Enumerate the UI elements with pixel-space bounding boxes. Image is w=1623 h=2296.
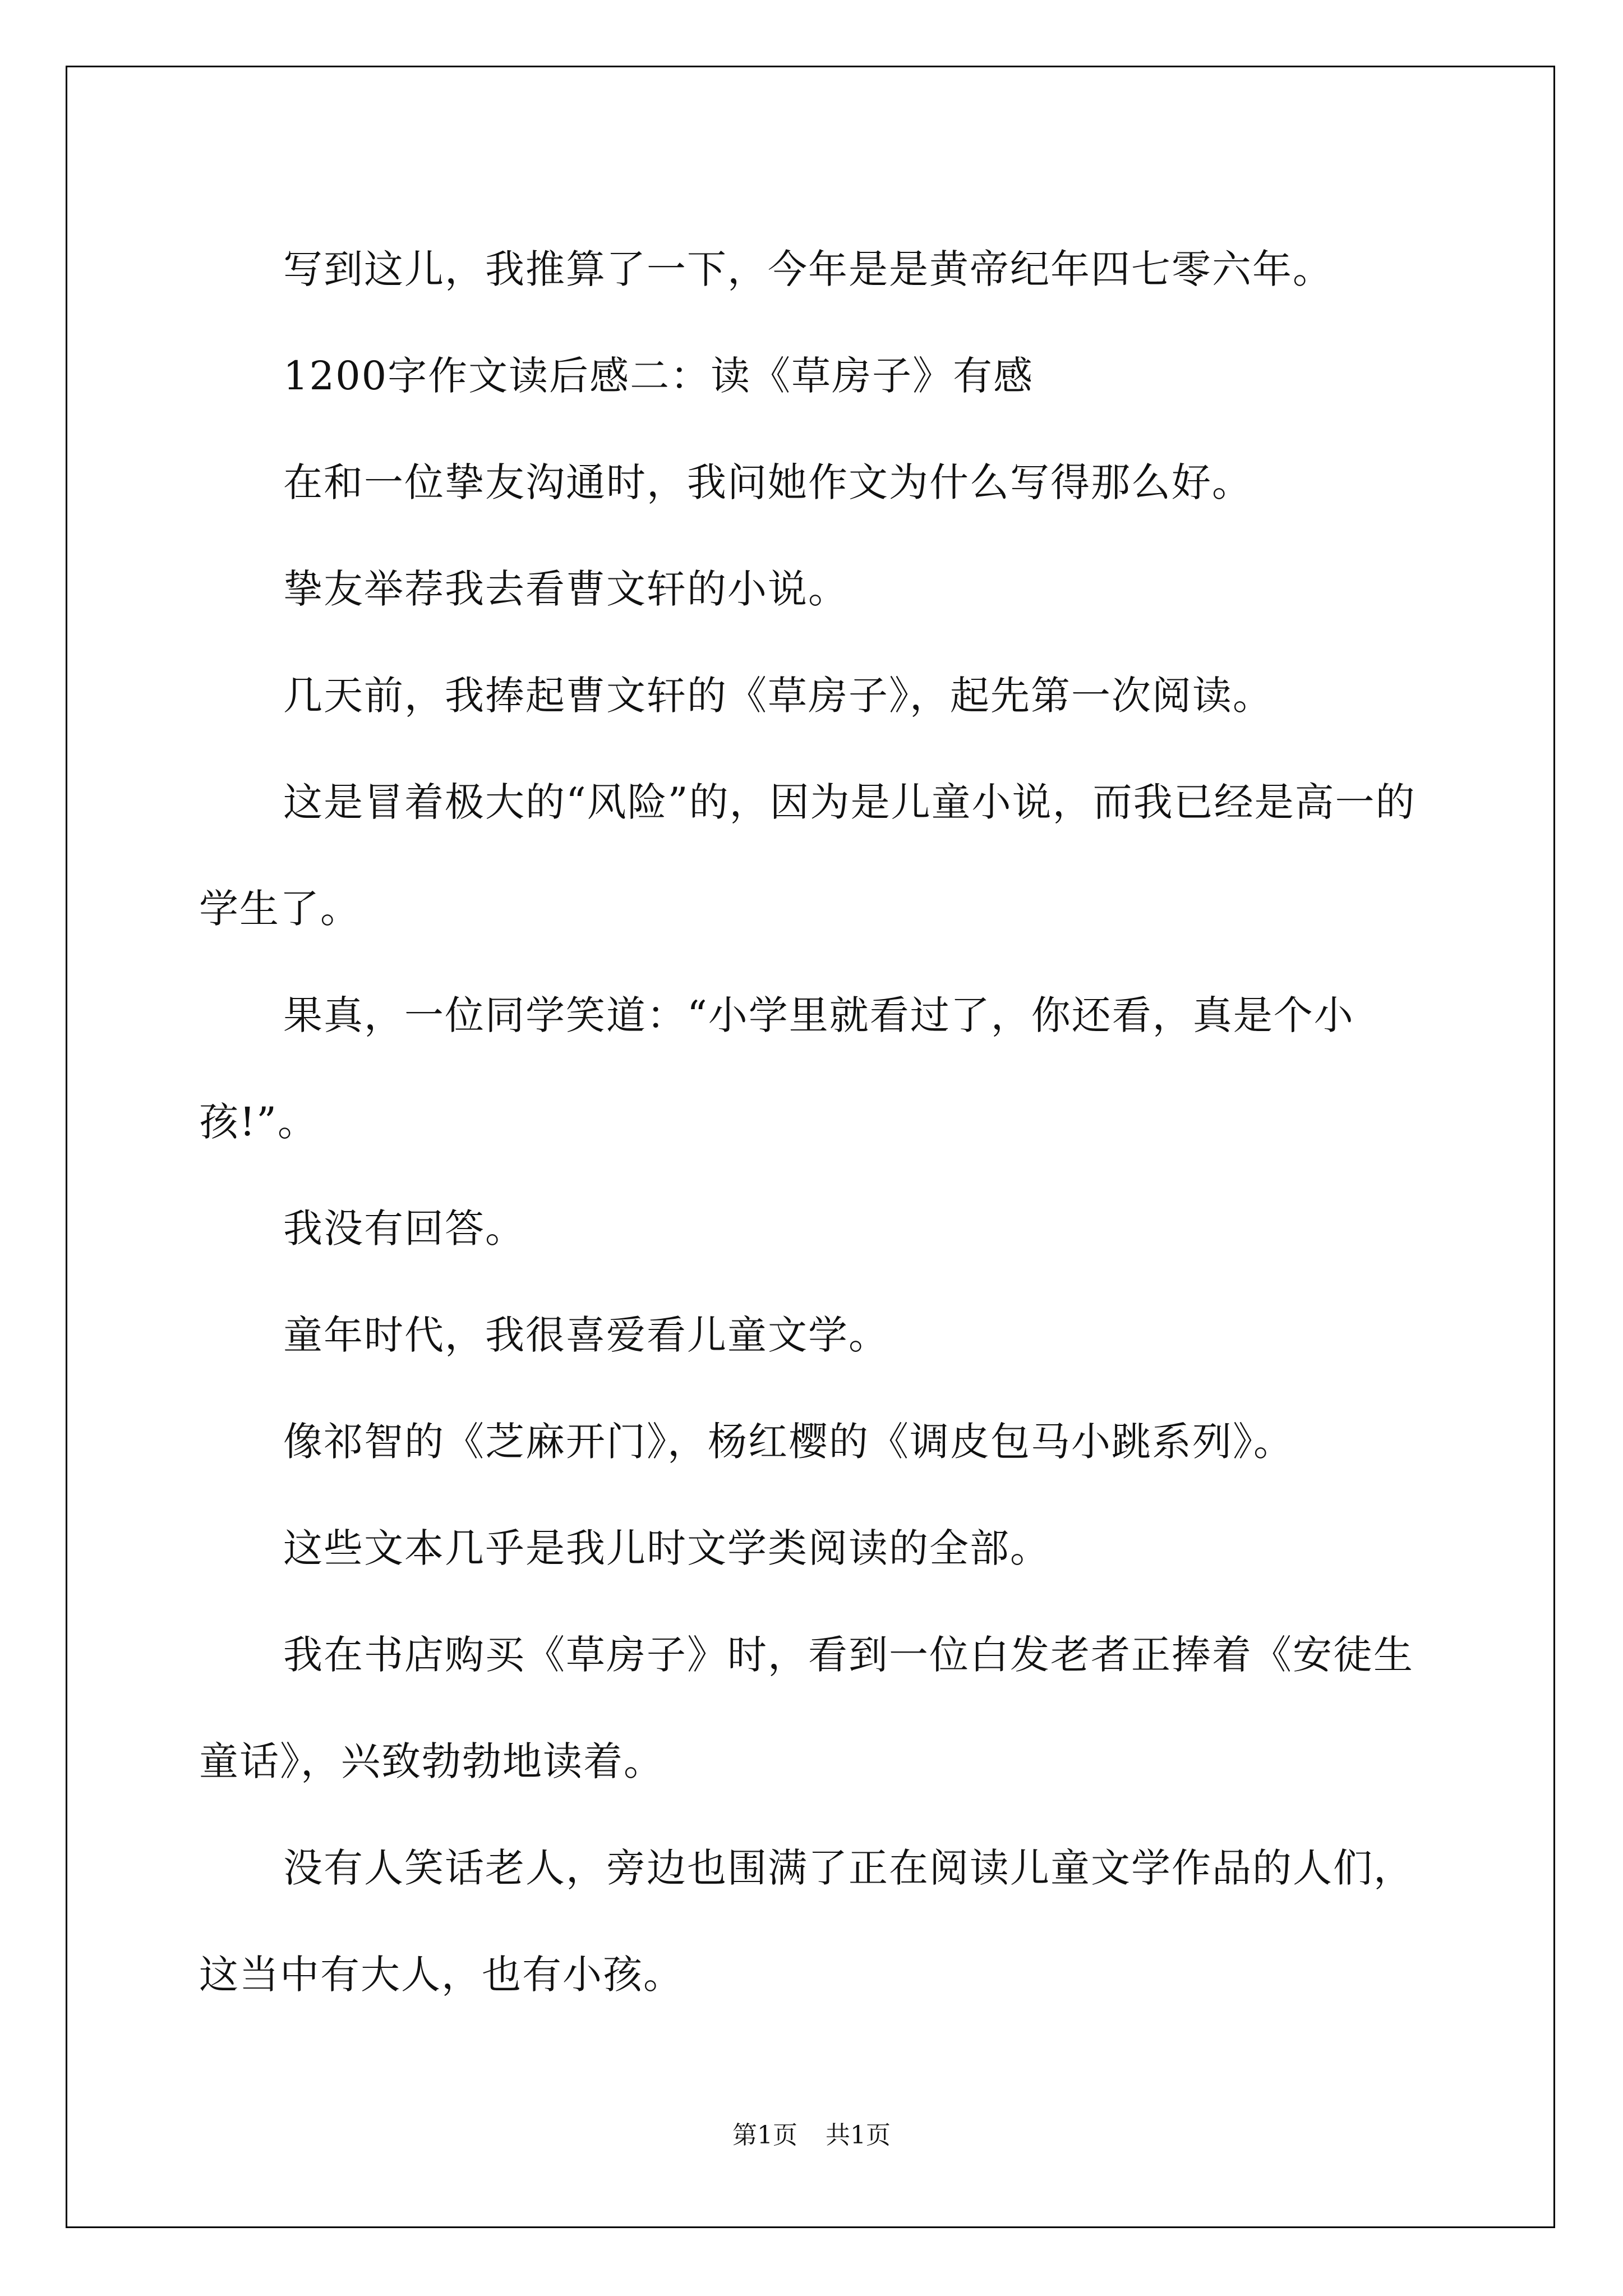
page-footer bbox=[0, 2115, 1623, 2151]
paragraph: 我没有回答。 bbox=[283, 1205, 525, 1251]
paragraph: 写到这儿，我推算了一下，今年是是黄帝纪年四七零六年。 bbox=[283, 246, 1333, 292]
document-body bbox=[199, 216, 1433, 2028]
paragraph: 挚友举荐我去看曹文轩的小说。 bbox=[283, 566, 849, 612]
paragraph: 这是冒着极大的“风险”的，因为是儿童小说，而我已经是高一的学生了。 bbox=[199, 779, 1416, 932]
page-number-total: 共1页 bbox=[826, 2121, 891, 2150]
paragraph: 童年时代，我很喜爱看儿童文学。 bbox=[283, 1312, 889, 1358]
paragraph: 几天前，我捧起曹文轩的《草房子》，起先第一次阅读。 bbox=[283, 673, 1273, 719]
paragraph: 没有人笑话老人，旁边也围满了正在阅读儿童文学作品的人们，这当中有大人，也有小孩。 bbox=[199, 1845, 1414, 1998]
paragraph: 果真，一位同学笑道：“小学里就看过了，你还看，真是个小孩!”。 bbox=[199, 992, 1354, 1145]
paragraph: 我在书店购买《草房子》时，看到一位白发老者正捧着《安徒生童话》，兴致勃勃地读着。 bbox=[199, 1632, 1414, 1784]
paragraph: 在和一位挚友沟通时，我问她作文为什么写得那么好。 bbox=[283, 459, 1252, 505]
paragraph: 像祁智的《芝麻开门》，杨红樱的《调皮包马小跳系列》。 bbox=[283, 1419, 1294, 1465]
paragraph: 1200字作文读后感二：读《草房子》有感 bbox=[283, 353, 1034, 399]
page-number-current: 第1页 bbox=[732, 2121, 797, 2150]
paragraph: 这些文本几乎是我儿时文学类阅读的全部。 bbox=[283, 1525, 1050, 1571]
